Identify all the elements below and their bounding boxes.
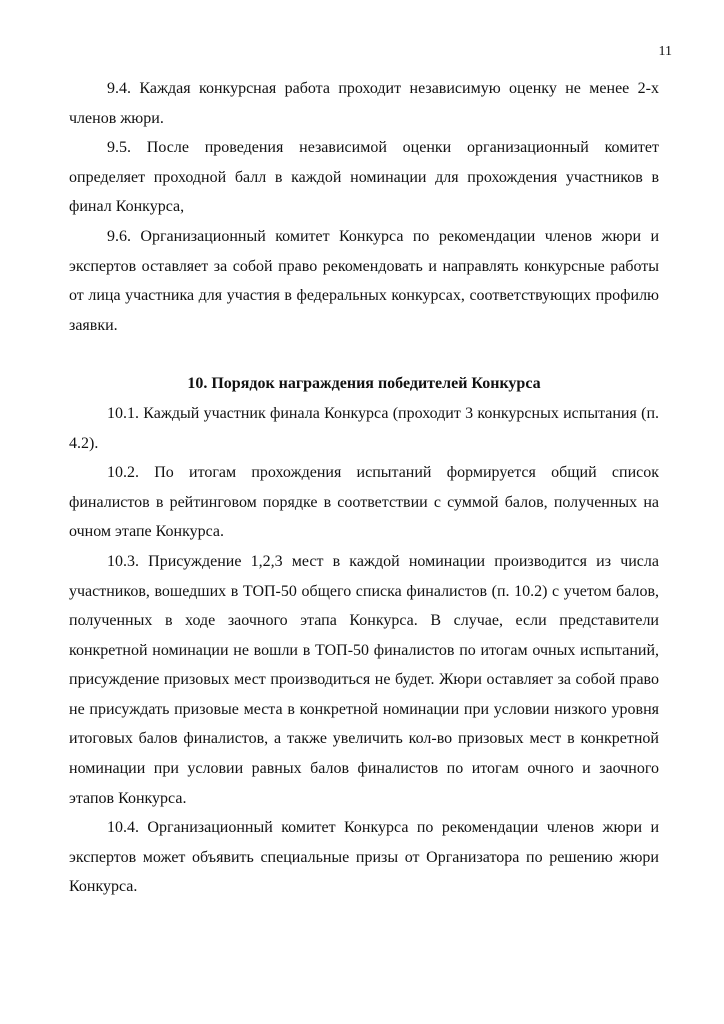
paragraph-9-5: 9.5. После проведения независимой оценки организационный комитет определяет проходной балл в каждой номинации для прохождения участников в финал Конкурса, bbox=[69, 139, 659, 216]
document-body bbox=[69, 74, 659, 902]
paragraph-9-6: 9.6. Организационный комитет Конкурса по рекомендации членов жюри и экспертов оставляет за собой право рекомендовать и направлять конкурсные работы от лица участника для участия в федеральных конкурсах, соответствующих профилю заявки. bbox=[69, 227, 659, 334]
paragraph-10-1: 10.1. Каждый участник финала Конкурса (проходит 3 конкурсных испытания (п. 4.2). bbox=[69, 404, 659, 452]
paragraph-10-3: 10.3. Присуждение 1,2,3 мест в каждой номинации производится из числа участников, вошедших в ТОП-50 общего списка финалистов (п. 10.2) с учетом балов, полученных в ходе заочного этапа Конкурса. В случае, если представители конкретной номинации не вошли в ТОП-50 финалистов по итогам очных испытаний, присуждение призовых мест производиться не будет. Жюри оставляет за собой право не присуждать призовые места в конкретной номинации при условии низкого уровня итоговых балов финалистов, а также увеличить кол-во призовых мест в конкретной номинации при условии равных балов финалистов по итогам очного и заочного этапов Конкурса. bbox=[69, 552, 659, 807]
page-number: 11 bbox=[658, 44, 672, 59]
section-10-heading: 10. Порядок награждения победителей Конкурса bbox=[187, 375, 541, 393]
paragraph-9-4: 9.4. Каждая конкурсная работа проходит независимую оценку не менее 2-х членов жюри. bbox=[69, 80, 659, 127]
paragraph-10-4: 10.4. Организационный комитет Конкурса по рекомендации членов жюри и экспертов может объявить специальные призы от Организатора по решению жюри Конкурса. bbox=[69, 819, 659, 896]
paragraph-10-2: 10.2. По итогам прохождения испытаний формируется общий список финалистов в рейтинговом порядке в соответствии с суммой балов, полученных на очном этапе Конкурса. bbox=[69, 464, 659, 541]
